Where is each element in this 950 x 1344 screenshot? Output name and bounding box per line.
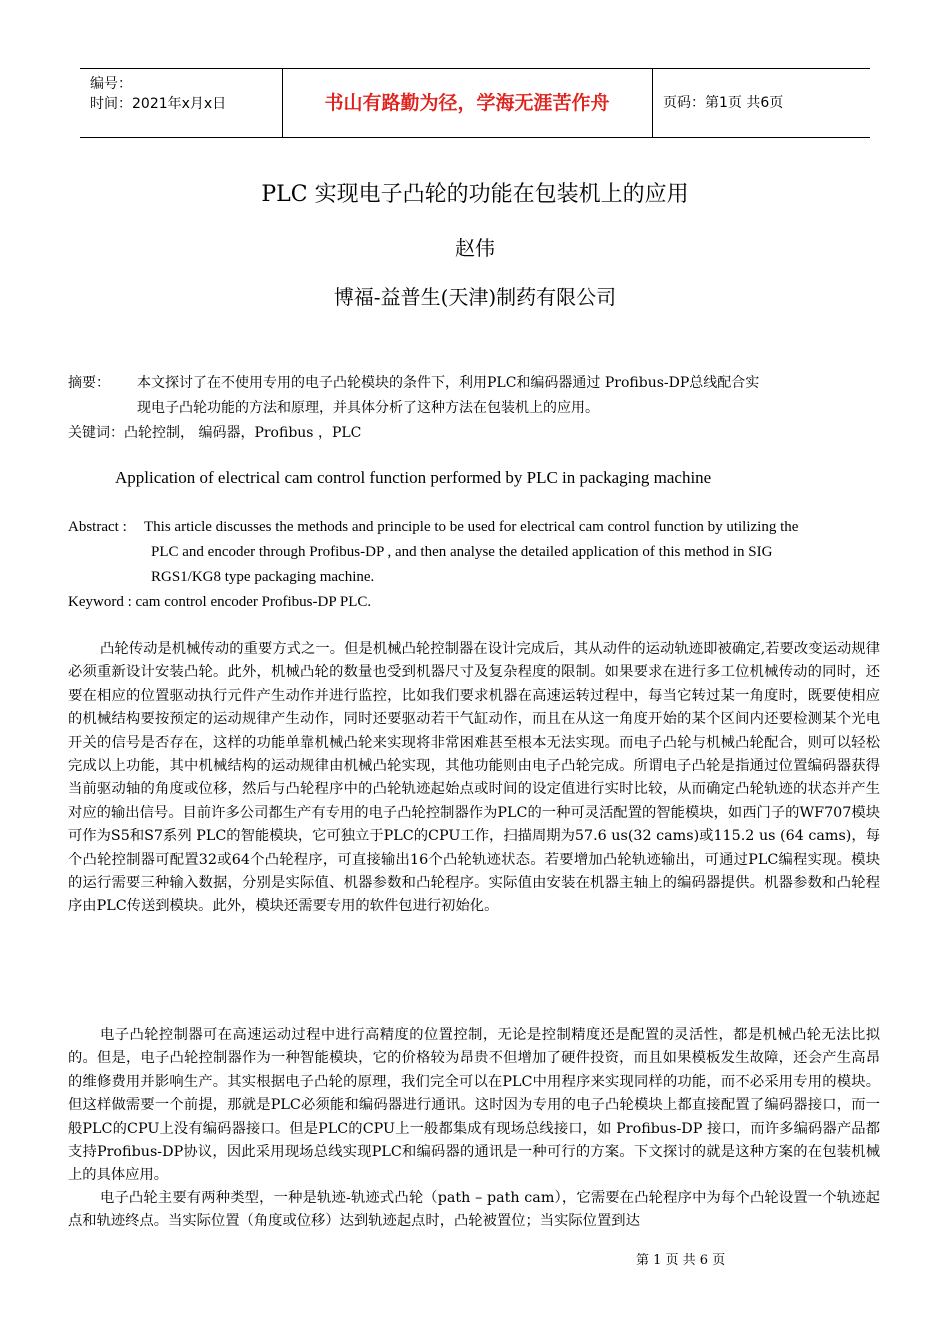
keywords-cn: 关键词：凸轮控制， 编码器，Profibus ，PLC [68,425,362,441]
body-paragraph-3: 电子凸轮主要有两种类型，一种是轨迹-轨迹式凸轮（path – path cam），它需要在凸轮程序中为每个凸轮设置一个轨迹起点和轨迹终点。当实际位置（角度或位移）达到轨迹起点时，凸轮被置位；当实际位置到达 [68,1190,880,1230]
header-meta-cell [80,69,283,137]
author: 赵伟 [455,236,495,260]
abstract-en-label: Abstract : [68,519,127,535]
abstract-en-line2: PLC and encoder through Profibus-DP , and then analyse the detailed application of this method in SIG [151,544,773,560]
abstract-cn-line1: 本文探讨了在不使用专用的电子凸轮模块的条件下，利用PLC和编码器通过 Profibus-DP总线配合实 [137,375,760,391]
header-page-info: 页码：第1页 共6页 [663,95,784,111]
body-paragraph-1: 凸轮传动是机械传动的重要方式之一。但是机械凸轮控制器在设计完成后，其从动件的运动轨迹即被确定,若要改变运动规律必须重新设计安装凸轮。此外，机械凸轮的数量也受到机器尺寸及复杂程度的限制。如果要求在进行多工位机械传动的同时，还要在相应的位置驱动执行元件产生动作并进行监控，比如我们要求机器在高速运转过程中，每当它转过某一角度时，既要使相应的机械结构要按预定的运动规律产生动作，同时还要驱动若干气缸动作，而且在从这一角度开始的某个区间内还要检测某个光电开关的信号是否存在，这样的功能单靠机械凸轮来实现将非常困难甚至根本无法实现。而电子凸轮与机械凸轮配合，则可以轻松完成以上功能，其中机械结构的运动规律由机械凸轮实现，其他功能则由电子凸轮完成。所谓电子凸轮是指通过位置编码器获得当前驱动轴的角度或位移，然后与凸轮程序中的凸轮轨迹起始点或时间的设定值进行实时比较，从而确定凸轮轨迹的状态并产生对应的输出信号。目前许多公司都生产有专用的电子凸轮控制器作为PLC的一种可灵活配置的智能模块，如西门子的WF707模块可作为S5和S7系列 PLC的智能模块，它可独立于PLC的CPU工作，扫描周期为57.6 us(32 cams)或115.2 us (64 cams)，每个凸轮控制器可配置32或64个凸轮程序，可直接输出16个凸轮轨迹状态。若要增加凸轮轨迹输出，可通过PLC编程实现。模块的运行需要三种输入数据，分别是实际值、机器参数和凸轮程序。实际值由安装在机器主轴上的编码器提供。机器参数和凸轮程序由PLC传送到模块。此外，模块还需要专用的软件包进行初始化。 [68,641,880,915]
abstract-en-line1: This article discusses the methods and principle to be used for electrical cam control function by utilizing the [144,519,799,535]
header-motto: 书山有路勤为径，学海无涯苦作舟 [282,69,653,137]
page-footer: 第 1 页 共 6 页 [636,1253,726,1268]
keywords-en: Keyword : cam control encoder Profibus-DP PLC. [68,594,372,610]
body-paragraph-2: 电子凸轮控制器可在高速运动过程中进行高精度的位置控制，无论是控制精度还是配置的灵活性，都是机械凸轮无法比拟的。但是，电子凸轮控制器作为一种智能模块，它的价格较为昂贵不但增加了硬件投资，而且如果模板发生故障，还会产生高昂的维修费用并影响生产。其实根据电子凸轮的原理，我们完全可以在PLC中用程序来实现同样的功能，而不必采用专用的模块。但这样做需要一个前提，那就是PLC必须能和编码器进行通讯。这时因为专用的电子凸轮模块上都直接配置了编码器接口，而一般PLC的CPU上没有编码器接口。但是PLC的CPU上一般都集成有现场总线接口，如 Profibus-DP 接口，而许多编码器产品都支持Profibus-DP协议，因此采用现场总线实现PLC和编码器的通讯是一种可行的方案。下文探讨的就是这种方案的在包装机械上的具体应用。 [68,1027,880,1184]
affiliation: 博福-益普生(天津)制药有限公司 [333,285,617,309]
page-header [80,68,870,138]
abstract-cn-line2: 现电子凸轮功能的方法和原理，并具体分析了这种方法在包装机上的应用。 [137,400,599,416]
abstract-en-line3: RGS1/KG8 type packaging machine. [151,569,375,585]
document-title: PLC 实现电子凸轮的功能在包装机上的应用 [261,182,689,207]
english-title: Application of electrical cam control function performed by PLC in packaging machine [115,468,712,487]
time-label: 时间：2021年x月x日 [90,96,227,112]
abstract-cn-label: 摘要： [68,375,110,391]
number-label: 编号： [90,76,132,92]
